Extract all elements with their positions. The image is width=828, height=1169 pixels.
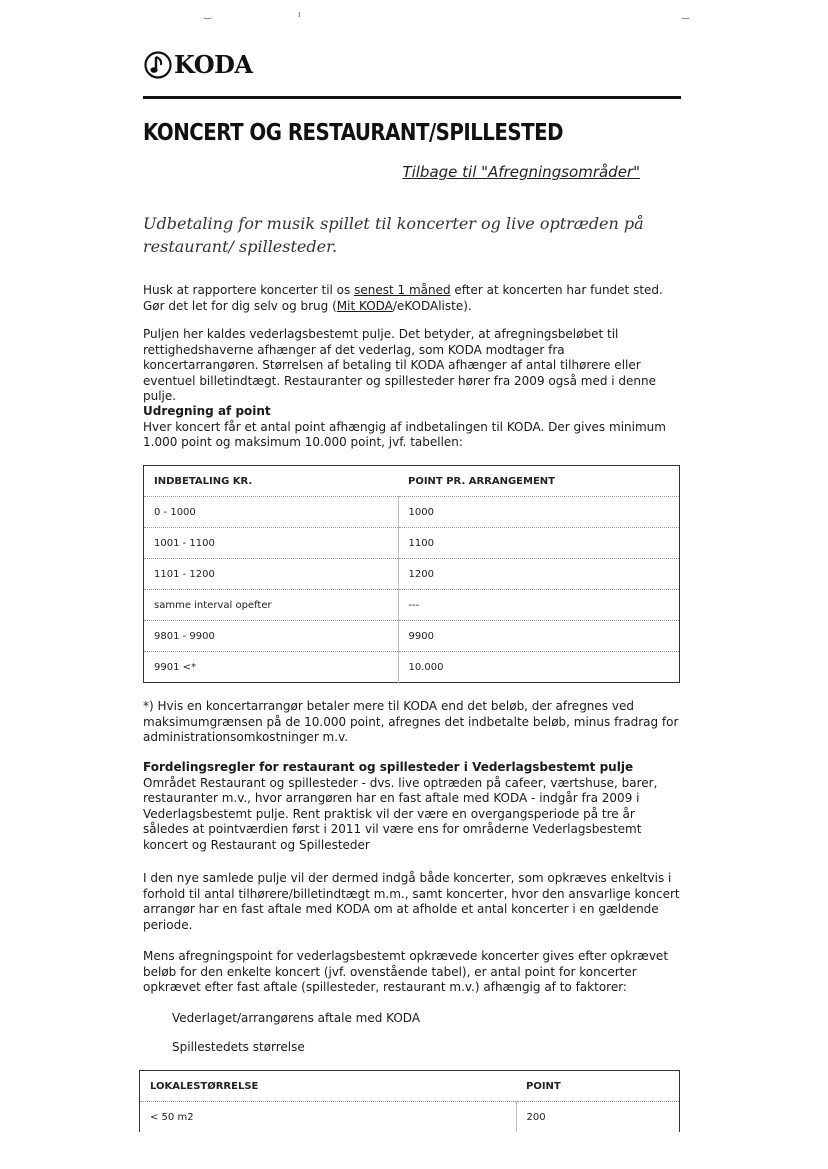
intro-text-3: /eKODAliste).	[392, 298, 472, 313]
header-points: POINT PR. ARRANGEMENT	[408, 475, 555, 487]
table-row	[140, 1102, 680, 1133]
venue-points-cell: 200	[516, 1102, 680, 1133]
points-cell: 9900	[398, 621, 680, 652]
header-venue-size: LOKALESTØRRELSE	[150, 1080, 259, 1092]
payment-cell: 9801 - 9900	[144, 621, 399, 652]
venue-size-table	[139, 1070, 680, 1132]
scan-mark: ı	[298, 10, 301, 20]
header-payment: INDBETALING KR.	[154, 475, 253, 487]
scan-mark: ‿	[204, 10, 212, 20]
table-row	[144, 621, 680, 652]
new-pool-text: I den nye samlede pulje vil der dermed indgå både koncerter, som opkræves enkeltvis i forhold til antal tilhørere/billetindtægt m.m., samt koncerter, hvor den ansvarlige koncert arrangør har en fast aftale med KODA om at afholde et antal koncerter i en gældende periode.	[143, 871, 680, 932]
payment-cell: 1101 - 1200	[144, 559, 399, 590]
header-divider	[143, 96, 681, 99]
rules-heading: Fordelingsregler for restaurant og spillesteder i Vederlagsbestemt pulje	[143, 760, 634, 774]
koda-music-note-icon	[144, 51, 172, 79]
factor-item: Spillestedets størrelse	[172, 1040, 305, 1054]
page-title: KONCERT OG RESTAURANT/SPILLESTED	[143, 120, 564, 146]
intro-text-1: Husk at rapportere koncerter til os	[143, 283, 355, 297]
header-venue-points: POINT	[526, 1080, 561, 1092]
koda-logo[interactable]	[144, 50, 253, 79]
points-cell: 1100	[398, 528, 680, 559]
scan-artifacts	[0, 10, 828, 20]
points-heading: Udregning af point	[143, 404, 271, 418]
points-text: Hver koncert får et antal point afhængig af indbetalingen til KODA. Der gives minimum 1.000 point og maksimum 10.000 point, jvf. tabellen:	[143, 419, 666, 449]
table-header-row	[144, 466, 680, 497]
mit-koda-link[interactable]: Mit KODA	[336, 298, 393, 313]
factors-text: Mens afregningspoint for vederlagsbestemt opkrævede koncerter gives efter opkrævet beløb for den enkelte koncert (jvf. ovenstående tabel), er antal point for koncerter opkrævet efter fast aftale (spillesteder, restaurant m.v.) afhængig af to faktorer:	[143, 949, 669, 994]
points-cell: 1200	[398, 559, 680, 590]
new-pool-paragraph	[143, 871, 683, 933]
page-subtitle: Udbetaling for musik spillet til koncerter og live optræden på restaurant/ spillesteder.	[143, 214, 644, 256]
rules-section	[143, 760, 683, 853]
table-row	[144, 497, 680, 528]
table-row	[144, 652, 680, 683]
factors-paragraph	[143, 949, 683, 996]
factor-item: Vederlaget/arrangørens aftale med KODA	[172, 1011, 421, 1025]
pool-text: Puljen her kaldes vederlagsbestemt pulje. Det betyder, at afregningsbeløbet til rettighedshaverne afhænger af det vederlag, som KODA modtager fra koncertarrangøren. Størrelsen af betaling til KODA afhænger af antal tilhørere eller eventuel billetindtægt. Restauranter og spillesteder hører fra 2009 også med i denne pulje.	[143, 327, 657, 403]
back-to-areas-link[interactable]: Tilbage til "Afregningsområder"	[402, 163, 640, 181]
points-cell: ---	[398, 590, 680, 621]
points-cell: 1000	[398, 497, 680, 528]
points-section	[143, 404, 683, 451]
table-row	[144, 528, 680, 559]
table-row	[144, 590, 680, 621]
scan-mark: ‿	[682, 10, 690, 20]
deadline-link[interactable]: senest 1 måned	[354, 283, 451, 297]
logo-text: KODA	[174, 50, 253, 79]
intro-paragraph	[143, 283, 683, 314]
table-row	[144, 559, 680, 590]
footnote-text: *) Hvis en koncertarrangør betaler mere til KODA end det beløb, der afregnes ved maksimumgrænsen på de 10.000 point, afregnes det indbetalte beløb, minus fradrag for administrationsomkostninger m.v.	[143, 699, 679, 744]
payment-cell: 1001 - 1100	[144, 528, 399, 559]
points-table	[143, 465, 680, 683]
pool-paragraph	[143, 327, 683, 405]
intro-text-2: efter at koncerten har fundet sted. Gør det let for dig selv og brug (	[143, 283, 663, 313]
payment-cell: 9901 <*	[144, 652, 399, 683]
points-cell: 10.000	[398, 652, 680, 683]
payment-cell: 0 - 1000	[144, 497, 399, 528]
table-header-row	[140, 1071, 680, 1102]
venue-size-cell: < 50 m2	[140, 1102, 517, 1133]
rules-text: Området Restaurant og spillesteder - dvs. live optræden på cafeer, værtshuse, barer, restauranter m.v., hvor arrangøren har en fast aftale med KODA - indgår fra 2009 i Vederlagsbestemt pulje. Rent praktisk vil der være en overgangsperiode på tre år således at pointværdien først i 2011 vil være ens for områderne Vederlagsbestemt koncert og Restaurant og Spillesteder	[143, 775, 658, 852]
footnote-paragraph	[143, 699, 683, 746]
payment-cell: samme interval opefter	[144, 590, 399, 621]
